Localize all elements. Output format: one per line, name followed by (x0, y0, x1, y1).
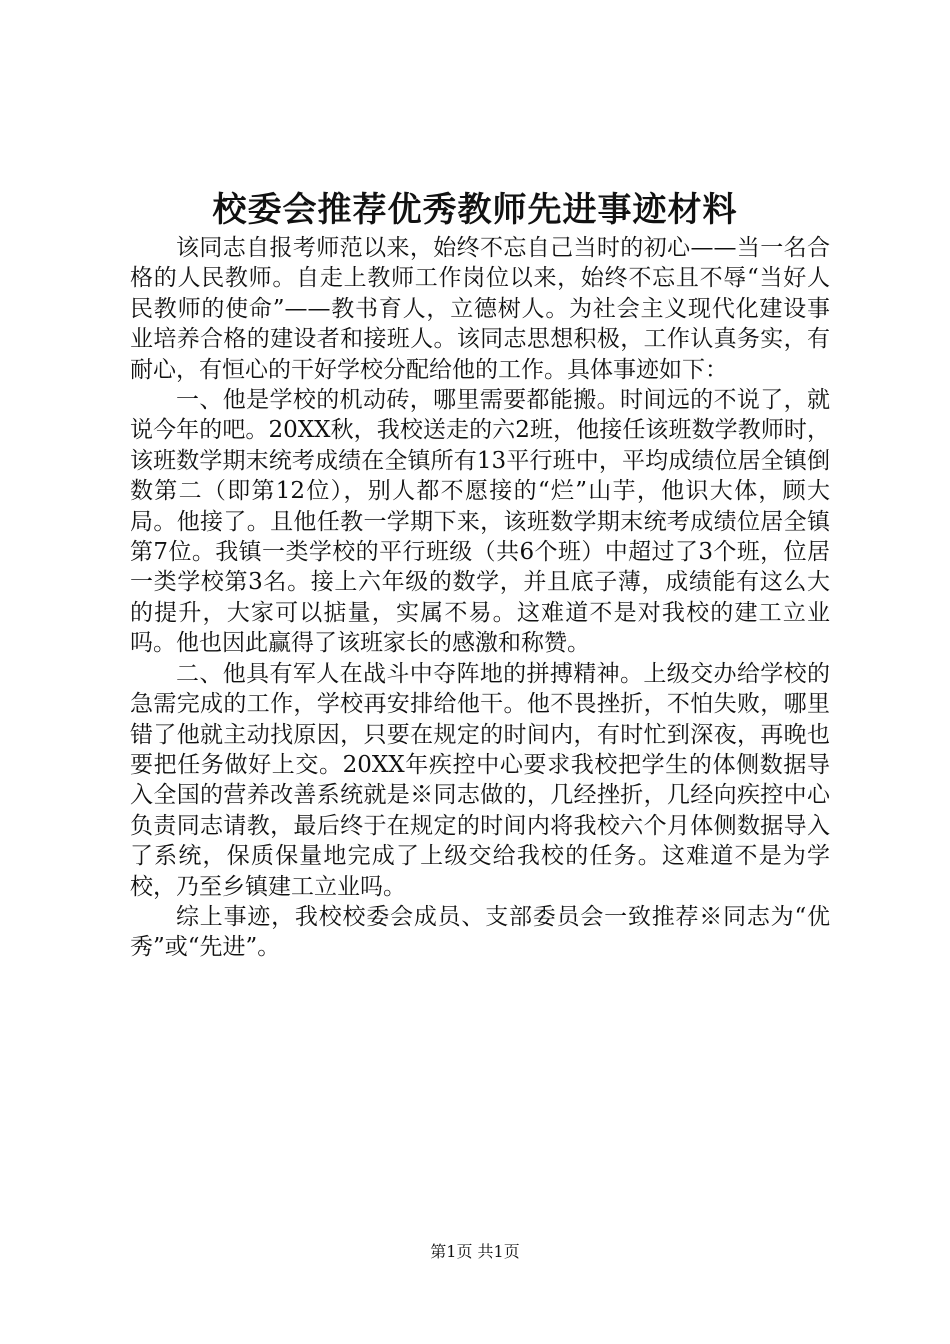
paragraph-point-two: 二、他具有军人在战斗中夺阵地的拼搏精神。上级交办给学校的急需完成的工作，学校再安排给他干。他不畏挫折，不怕失败，哪里错了他就主动找原因，只要在规定的时间内，有时忙到深夜，再晚也要把任务做好上交。20XX年疾控中心要求我校把学生的体侧数据导入全国的营养改善系统就是※同志做的，几经挫折，几经向疾控中心负责同志请教，最后终于在规定的时间内将我校六个月体侧数据导入了系统，保质保量地完成了上级交给我校的任务。这难道不是为学校，乃至乡镇建工立业吗。 (130, 660, 830, 900)
paragraph-point-one: 一、他是学校的机动砖，哪里需要都能搬。时间远的不说了，就说今年的吧。20XX秋，我校送走的六2班，他接任该班数学教师时，该班数学期末统考成绩在全镇所有13平行班中，平均成绩位居全镇倒数第二（即第12位），别人都不愿接的“烂”山芋，他识大体，顾大局。他接了。且他任教一学期下来，该班数学期末统考成绩位居全镇第7位。我镇一类学校的平行班级（共6个班）中超过了3个班，位居一类学校第3名。接上六年级的数学，并且底子薄，成绩能有这么大的提升，大家可以掂量，实属不易。这难道不是对我校的建工立业吗。他也因此赢得了该班家长的感激和称赞。 (130, 387, 830, 657)
paragraph-intro: 该同志自报考师范以来，始终不忘自己当时的初心——当一名合格的人民教师。自走上教师工作岗位以来，始终不忘且不辱“当好人民教师的使命”——教书育人，立德树人。为社会主义现代化建设事业培养合格的建设者和接班人。该同志思想积极，工作认真务实，有耐心，有恒心的干好学校分配给他的工作。具体事迹如下： (130, 235, 830, 383)
document-title: 校委会推荐优秀教师先进事迹材料 (212, 190, 738, 230)
document-body (130, 233, 830, 963)
paragraph-conclusion: 综上事迹，我校校委会成员、支部委员会一致推荐※同志为“优秀”或“先进”。 (130, 903, 830, 961)
page-number-footer: 第1页 共1页 (430, 1242, 520, 1261)
